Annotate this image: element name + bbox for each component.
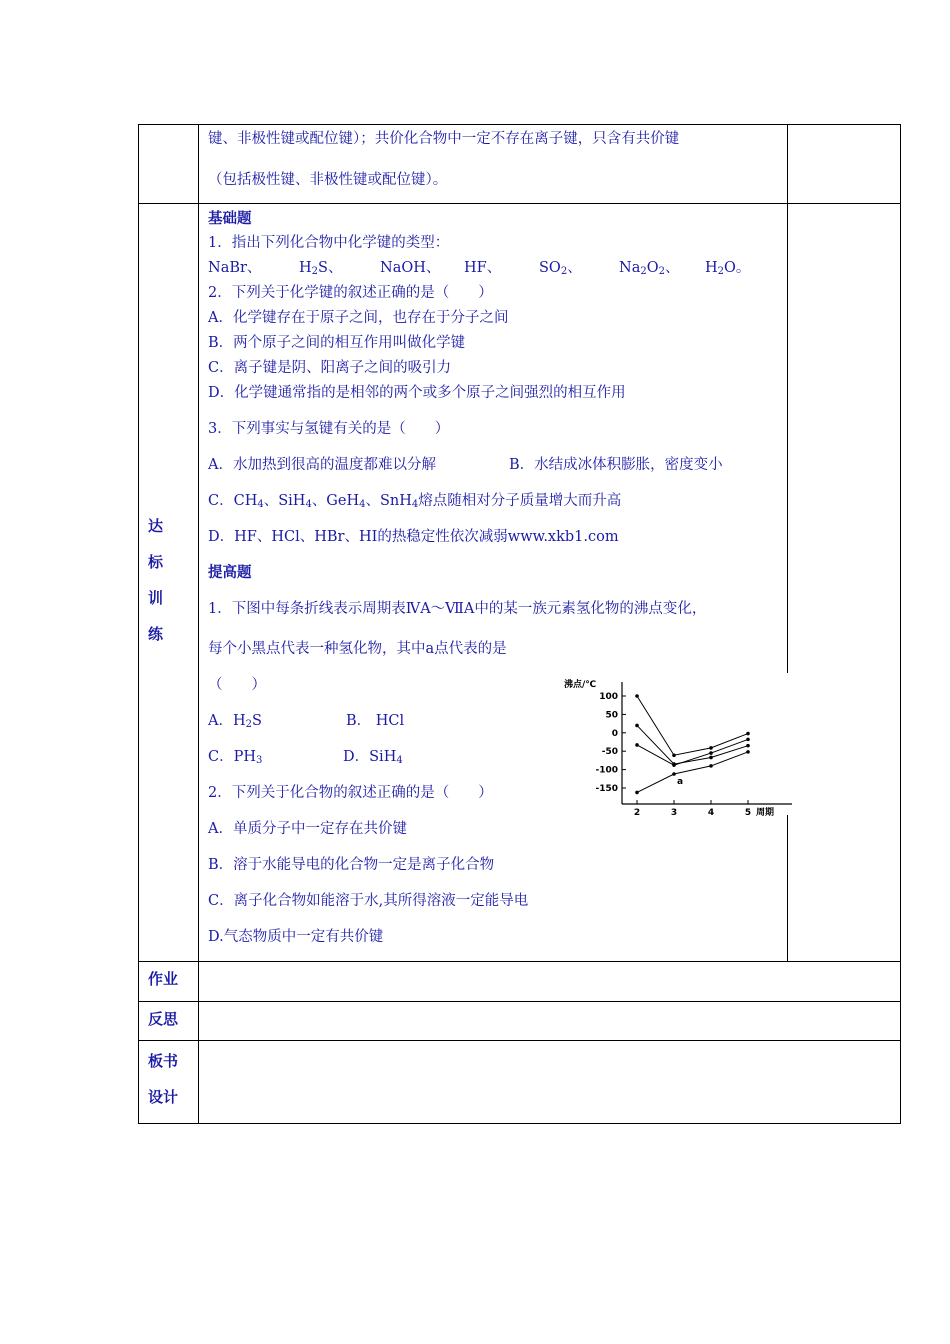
- series-0-point-0: [635, 694, 639, 698]
- side-label-char-2: 标: [148, 553, 164, 571]
- x-tick-label-1: 3: [670, 808, 678, 816]
- basic-q1-item-h2o: $H_2O$。: [705, 260, 751, 277]
- series-line-3: [637, 752, 748, 792]
- y-tick-label-1: 50: [605, 710, 618, 721]
- series-2-point-1: [672, 763, 676, 767]
- basic-q2: 2．下列关于化学键的叙述正确的是（ ）: [208, 285, 493, 301]
- series-line-0: [637, 696, 748, 755]
- y-tick-label-4: -100: [595, 765, 618, 776]
- row-divider-4: [138, 1040, 901, 1041]
- row-divider-1: [138, 203, 901, 204]
- advanced-q1-option-b: B． HCl: [346, 713, 405, 729]
- advanced-q1-option-d: D．SiH$_4$: [343, 749, 403, 766]
- basic-q2-option-b: B．两个原子之间的相互作用叫做化学键: [208, 335, 466, 351]
- advanced-q1-line-1: 1．下图中每条折线表示周期表ⅣA～ⅦA中的某一族元素氢化物的沸点变化，: [208, 601, 707, 617]
- row-divider-2: [138, 961, 901, 962]
- homework-label: 作业: [148, 970, 179, 988]
- series-1-point-0: [635, 724, 639, 728]
- series-1-point-3: [746, 744, 750, 748]
- boiling-point-chart: [560, 676, 800, 816]
- series-3-point-2: [709, 764, 713, 768]
- advanced-q2-option-b: B．溶于水能导电的化合物一定是离子化合物: [208, 857, 495, 873]
- series-3-point-3: [746, 750, 750, 754]
- basic-q1-item-h2s: $H_2S$、: [299, 260, 343, 277]
- basic-q2-option-a: A．化学键存在于原子之间，也存在于分子之间: [208, 310, 509, 326]
- y-axis-label: 沸点/℃: [564, 680, 597, 690]
- y-tick-label-2: 0: [611, 728, 618, 739]
- side-label-char-4: 练: [148, 625, 164, 643]
- series-3-point-0: [635, 791, 639, 795]
- reflection-label: 反思: [148, 1010, 179, 1028]
- series-0-point-1: [672, 753, 676, 757]
- side-label-char-1: 达: [148, 517, 164, 535]
- advanced-q2-option-a: A．单质分子中一定存在共价键: [208, 821, 407, 837]
- table-border-right: [900, 124, 901, 1124]
- basic-q3-option-b: B．水结成冰体积膨胀，密度变小: [509, 457, 723, 473]
- advanced-q1-option-a: A．$H_2S$: [208, 713, 262, 730]
- advanced-q2-option-c: C．离子化合物如能溶于水,其所得溶液一定能导电: [208, 893, 529, 909]
- x-axis-label: 周期: [756, 808, 775, 816]
- series-2-point-3: [746, 738, 750, 742]
- basic-q1: 1．指出下列化合物中化学键的类型：: [208, 235, 450, 251]
- series-2-point-2: [709, 751, 713, 755]
- series-3-point-1: [672, 772, 676, 776]
- advanced-q2-option-d: D.气态物质中一定有共价键: [208, 929, 384, 945]
- basic-q3-option-a: A．水加热到很高的温度都难以分解: [208, 457, 436, 473]
- board-design-label-2: 设计: [148, 1088, 179, 1106]
- x-tick-label-3: 5: [744, 808, 752, 816]
- intro-line-1: 键、非极性键或配位键）；共价化合物中一定不存在离子键，只含有共价键: [208, 131, 680, 147]
- series-1-point-2: [709, 756, 713, 760]
- y-tick-label-0: 100: [599, 692, 618, 702]
- side-label-char-3: 训: [148, 589, 164, 607]
- y-tick-label-5: -150: [595, 784, 618, 794]
- y-tick-label-3: -50: [601, 747, 618, 758]
- basic-q1-item-so2: $SO_2$、: [539, 260, 582, 277]
- basic-q3: 3．下列事实与氢键有关的是（ ）: [208, 421, 450, 437]
- table-border-left: [138, 124, 139, 1124]
- advanced-heading: 提高题: [208, 565, 252, 581]
- basic-q1-item-na2o2: $Na_2O_2$、: [619, 260, 680, 277]
- column-divider-2-lower: [787, 815, 788, 961]
- basic-q3-option-d: D．HF、HCl、HBr、HI的热稳定性依次减弱www.xkb1.com: [208, 529, 619, 545]
- column-divider-1: [198, 124, 199, 1124]
- basic-q2-option-c: C．离子键是阴、阳离子之间的吸引力: [208, 360, 452, 376]
- series-0-point-3: [746, 732, 750, 736]
- series-0-point-2: [709, 746, 713, 750]
- basic-q1-item-naoh: NaOH、: [380, 260, 441, 276]
- basic-q2-option-d: D．化学键通常指的是相邻的两个或多个原子之间强烈的相互作用: [208, 385, 626, 401]
- basic-heading: 基础题: [208, 211, 252, 227]
- basic-q3-option-c: C．$CH_4$、SiH$_4$、GeH$_4$、SnH$_4$熔点随相对分子质量增大而升高: [208, 493, 622, 510]
- series-2-point-0: [635, 743, 639, 747]
- x-tick-label-0: 2: [633, 808, 641, 816]
- table-border-bottom: [138, 1123, 901, 1124]
- advanced-q1-line-2: 每个小黑点代表一种氢化物，其中a点代表的是: [208, 641, 507, 657]
- basic-q1-item-hf: HF、: [464, 260, 502, 276]
- row-divider-3: [138, 1001, 901, 1002]
- board-design-label-1: 板书: [148, 1052, 179, 1070]
- point-a-label: a: [677, 777, 684, 788]
- advanced-q1-paren: （ ）: [208, 677, 266, 693]
- x-tick-label-2: 4: [707, 808, 715, 816]
- advanced-q1-option-c: C．$PH_3$: [208, 749, 263, 766]
- intro-line-2: （包括极性键、非极性键或配位键）。: [208, 172, 448, 188]
- advanced-q2: 2．下列关于化合物的叙述正确的是（ ）: [208, 785, 493, 801]
- column-divider-2-upper: [787, 124, 788, 673]
- basic-q1-item-nabr: NaBr、: [208, 260, 262, 276]
